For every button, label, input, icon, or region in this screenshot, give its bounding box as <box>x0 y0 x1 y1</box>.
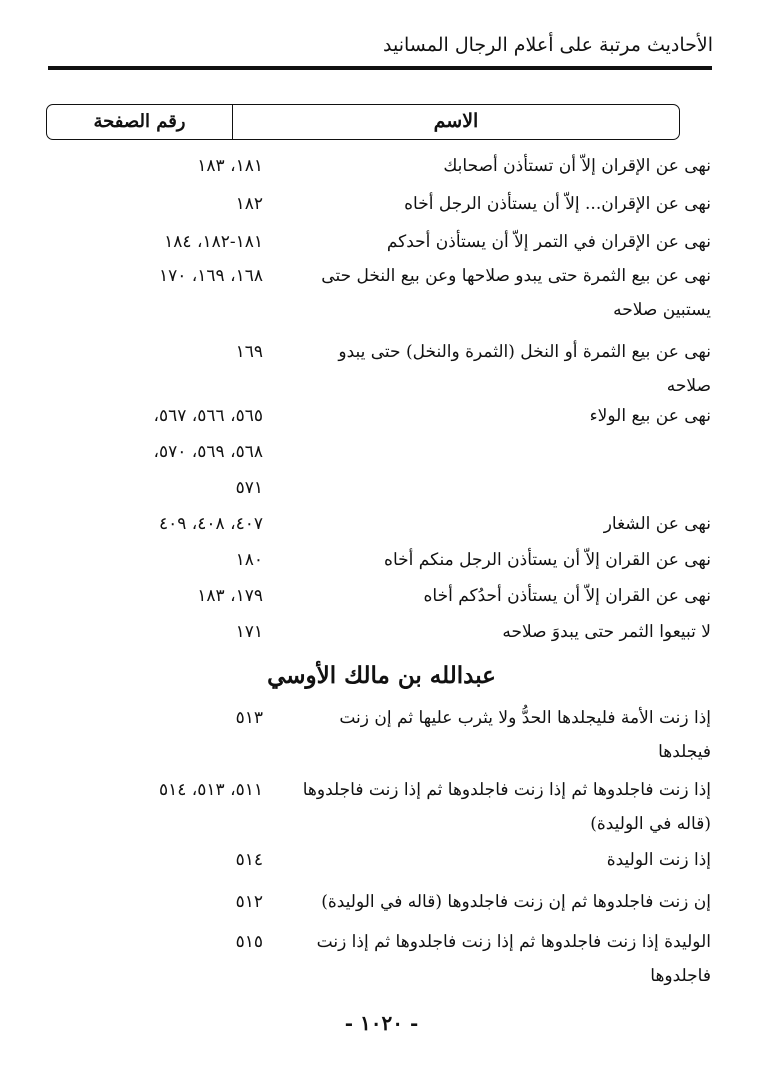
index-entry <box>51 334 711 404</box>
entry-pages: ١٦٨، ١٦٩، ١٧٠ <box>159 266 263 286</box>
entry-pages: ١٨١-١٨٢، ١٨٤ <box>164 232 263 252</box>
index-entry <box>51 924 711 994</box>
entry-text-line-2: صلاحه <box>666 376 711 396</box>
index-entry <box>51 700 711 770</box>
entry-text: نهى عن القران إلاّ أن يستأذن الرجل منكم أخاه <box>384 550 711 570</box>
entry-text-line-2: (قاله في الوليدة) <box>590 814 711 834</box>
page-column-header: رقم الصفحة <box>93 111 186 132</box>
entry-pages: ١٦٩ <box>235 342 263 362</box>
running-head: الأحاديث مرتبة على أعلام الرجال المسانيد <box>383 34 713 56</box>
entry-text-line-1: الوليدة إذا زنت فاجلدوها ثم إذا زنت فاجلدوها ثم إذا زنت <box>316 932 711 952</box>
entry-text: نهى عن بيع الولاء <box>589 406 711 426</box>
entry-pages-line-3: ٥٧١ <box>235 478 263 498</box>
entry-pages: ١٧٩، ١٨٣ <box>197 586 263 606</box>
index-entry <box>51 842 711 878</box>
entry-text-line-1: إذا زنت فاجلدوها ثم إذا زنت فاجلدوها ثم إذا زنت فاجلدوها <box>302 780 711 800</box>
page-number: - ١٠٢٠ - <box>344 1011 419 1035</box>
entry-pages: ٥١٣ <box>235 708 263 728</box>
entry-text <box>275 924 711 994</box>
index-entry <box>51 614 711 650</box>
entry-pages: ٥١٤ <box>235 850 263 870</box>
index-entry <box>51 578 711 614</box>
entry-text-line-2: فاجلدوها <box>650 966 711 986</box>
entry-pages: ٤٠٧، ٤٠٨، ٤٠٩ <box>159 514 263 534</box>
name-column-header: الاسم <box>232 105 679 139</box>
entry-pages: ١٨١، ١٨٣ <box>197 156 263 176</box>
index-table-header <box>46 104 680 140</box>
index-entry <box>51 258 711 328</box>
entry-text-line-1: إذا زنت الأمة فليجلدها الحدُّ ولا يثرب عليها ثم إن زنت <box>339 708 711 728</box>
entry-pages: ٥١١، ٥١٣، ٥١٤ <box>159 780 263 800</box>
entry-text-line-1: نهى عن بيع الثمرة أو النخل (الثمرة والنخل) حتى يبدو <box>338 342 711 362</box>
entry-pages: ٥١٢ <box>235 892 263 912</box>
index-entry <box>51 148 711 184</box>
entry-pages: ١٨٠ <box>235 550 263 570</box>
entry-text-line-2: يستبين صلاحه <box>613 300 711 320</box>
entry-text-line-2: فيجلدها <box>658 742 711 762</box>
entry-text <box>275 772 711 842</box>
entry-text: نهى عن القران إلاّ أن يستأذن أحدُكم أخاه <box>423 586 711 606</box>
entry-text-line-1: نهى عن بيع الثمرة حتى يبدو صلاحها وعن بيع النخل حتى <box>321 266 711 286</box>
entry-text: نهى عن الإقران في التمر إلاّ أن يستأذن أحدكم <box>386 232 711 252</box>
entry-pages-line-2: ٥٦٨، ٥٦٩، ٥٧٠، <box>153 442 263 462</box>
entry-text: إن زنت فاجلدوها ثم إن زنت فاجلدوها (قاله في الوليدة) <box>321 892 711 912</box>
entry-text: نهى عن الإقران إلاّ أن تستأذن أصحابك <box>443 156 711 176</box>
entry-pages <box>51 398 275 506</box>
entry-text: لا تبيعوا الثمر حتى يبدوَ صلاحه <box>502 622 711 642</box>
index-entry <box>51 884 711 920</box>
index-entry <box>51 542 711 578</box>
section-title: عبدالله بن مالك الأوسي <box>267 662 496 689</box>
entry-pages: ١٨٢ <box>235 194 263 214</box>
entry-text: نهى عن الإقران... إلاّ أن يستأذن الرجل أخاه <box>404 194 711 214</box>
entry-text <box>275 700 711 770</box>
entry-text <box>275 334 711 404</box>
index-entry <box>51 772 711 842</box>
index-entry <box>51 398 711 506</box>
entry-pages: ١٧١ <box>235 622 263 642</box>
entry-text: نهى عن الشغار <box>603 514 711 534</box>
header-rule <box>48 66 712 70</box>
entry-pages: ٥١٥ <box>235 932 263 952</box>
index-entry <box>51 186 711 222</box>
entry-pages-line-1: ٥٦٥، ٥٦٦، ٥٦٧، <box>153 406 263 426</box>
entry-text: إذا زنت الوليدة <box>606 850 711 870</box>
index-entry <box>51 224 711 260</box>
index-entry <box>51 506 711 542</box>
entry-text <box>275 258 711 328</box>
